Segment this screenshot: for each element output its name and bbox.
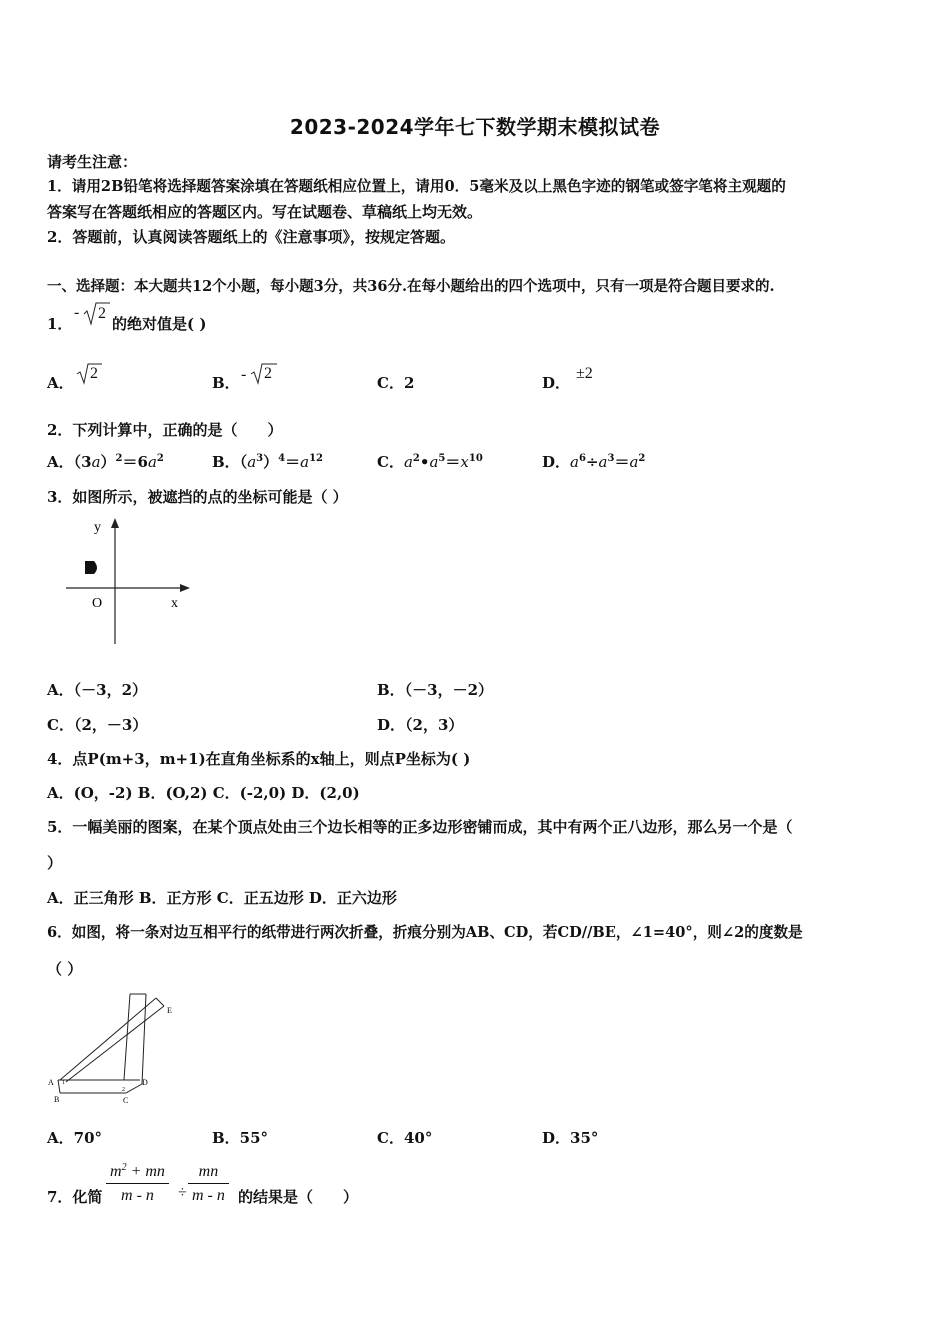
q6-label-a: A xyxy=(48,1078,54,1087)
q2-b-part: （ xyxy=(239,453,248,471)
q3-stem: 3．如图所示，被遮挡的点的坐标可能是（ ） xyxy=(47,488,348,506)
q1-stem xyxy=(47,314,72,334)
q2-d-var: a xyxy=(629,453,639,471)
q2-option-c xyxy=(377,452,483,472)
q6-option-a: A．70° xyxy=(47,1129,103,1147)
q7-fraction-2-body xyxy=(188,1163,229,1205)
q2-c-exp: 2 xyxy=(412,453,420,464)
q7-fraction-1 xyxy=(106,1163,169,1205)
q4-stem: 4．点P(m+3，m+1)在直角坐标系的x轴上，则点P坐标为( ) xyxy=(47,750,471,768)
q3-coordinate-figure xyxy=(58,514,198,649)
q3-origin-label: O xyxy=(92,596,103,611)
q6-label-e: E xyxy=(167,1006,172,1015)
q2-c-var: x xyxy=(460,453,469,471)
q2-c-exp: 5 xyxy=(438,453,446,464)
notice-line-3: 2．答题前，认真阅读答题纸上的《注意事项》，按规定答题。 xyxy=(47,228,455,246)
q2-b-var: a xyxy=(300,453,310,471)
q3-x-label: x xyxy=(171,596,178,611)
q7-division-sign: ÷ xyxy=(178,1184,187,1201)
q7-f1-var: m xyxy=(110,1163,122,1180)
q6-stem-line-1: 6．如图，将一条对边互相平行的纸带进行两次折叠，折痕分别为AB、CD，若CD//BE，∠1=40°，则∠2的度数是 xyxy=(47,924,803,941)
q6-stem-line-2: （ ） xyxy=(47,960,83,978)
q3-option-a: A．（－3，2） xyxy=(47,681,148,699)
q7-fraction-1-numerator xyxy=(106,1163,169,1184)
q1-radicand: 2 xyxy=(98,305,106,322)
q5-options: A．正三角形 B．正方形 C．正五边形 D．正六边形 xyxy=(47,889,397,907)
q2-a-exp: 2 xyxy=(156,453,164,464)
q2-a-part: ） xyxy=(100,453,116,471)
q6-label-angle-1: 1 xyxy=(62,1080,65,1086)
q2-option-b xyxy=(212,452,323,472)
q2-d-exp: 6 xyxy=(578,453,586,464)
q2-option-d xyxy=(542,452,645,472)
notice-heading: 请考生注意： xyxy=(47,153,138,171)
q3-x-arrow xyxy=(180,584,190,592)
q6-label-angle-2: 2 xyxy=(122,1087,125,1093)
q7-fraction-1-body xyxy=(106,1163,169,1205)
q2-d-part: ÷ xyxy=(585,453,599,471)
page-title: 2023-2024学年七下数学期末模拟试卷 xyxy=(289,115,661,139)
q2-d-exp: 2 xyxy=(638,453,646,464)
q3-option-d: D．（2，3） xyxy=(377,716,464,734)
q2-b-var: a xyxy=(247,453,257,471)
q1-option-b-sqrt xyxy=(241,362,277,386)
q1-option-b-minus: - xyxy=(241,366,247,383)
q2-c-var: a xyxy=(429,453,439,471)
q1-option-a-radical xyxy=(76,362,102,386)
q3-y-label: y xyxy=(94,520,101,535)
q2-a-exp: 2 xyxy=(115,453,123,464)
q1-option-b-label: B． xyxy=(212,374,240,392)
q2-option-d-label: D． xyxy=(542,453,571,471)
q1-option-d-label: D． xyxy=(542,374,571,392)
q6-folded-strip-figure xyxy=(44,988,184,1106)
q1-option-b-radicand: 2 xyxy=(264,365,272,382)
notice-line-1: 1．请用2B铅笔将选择题答案涂填在答题纸相应位置上，请用0．5毫米及以上黑色字迹的钢笔或签字笔将主观题的 xyxy=(47,178,786,195)
q2-c-exp: 10 xyxy=(468,453,483,464)
q2-c-part: ＝ xyxy=(445,453,461,471)
q7-fraction-1-denominator: m - n xyxy=(121,1187,154,1204)
q6-option-d: D．35° xyxy=(542,1129,599,1147)
section-heading: 一、选择题：本大题共12个小题，每小题3分，共36分.在每小题给出的四个选项中，只有一项是符合题目要求的. xyxy=(47,278,775,295)
q1-option-a-label: A． xyxy=(47,374,74,392)
q2-d-var: a xyxy=(598,453,608,471)
q2-a-part: ＝6 xyxy=(122,453,148,471)
q3-blot-shape xyxy=(85,561,97,574)
q1-neg-sqrt xyxy=(74,300,110,328)
q6-option-b: B．55° xyxy=(212,1129,269,1147)
q4-options: A．(O，-2) B．(O,2) C．(-2,0) D．(2,0) xyxy=(47,784,360,802)
q2-b-exp: 3 xyxy=(256,453,264,464)
q2-c-part: • xyxy=(419,453,430,471)
q2-b-part: ＝ xyxy=(285,453,301,471)
q1-option-c-label: C． xyxy=(377,374,404,392)
q2-option-c-label: C． xyxy=(377,453,404,471)
q2-a-var: a xyxy=(91,453,101,471)
q1-minus: - xyxy=(74,304,80,321)
q3-option-b: B．（－3，－2） xyxy=(377,681,494,699)
q2-option-a xyxy=(47,452,164,472)
q2-a-part: （3 xyxy=(73,453,92,471)
q1-option-d-value: ±2 xyxy=(576,365,593,382)
q6-label-d: D xyxy=(142,1078,148,1087)
q2-stem: 2．下列计算中，正确的是（ ） xyxy=(47,421,283,439)
q2-c-var: a xyxy=(403,453,413,471)
q7-fraction-2 xyxy=(188,1163,229,1205)
q7-prefix: 7．化简 xyxy=(47,1188,103,1206)
q6-option-c: C．40° xyxy=(377,1129,433,1147)
q7-fraction-2-denominator: m - n xyxy=(192,1187,225,1204)
q1-option-a-sqrt xyxy=(76,362,102,386)
q2-b-part: ） xyxy=(263,453,279,471)
q2-option-a-label: A． xyxy=(47,453,74,471)
q2-a-var: a xyxy=(147,453,157,471)
q2-d-exp: 3 xyxy=(607,453,615,464)
notice-line-2: 答案写在答题纸相应的答题区内。写在试题卷、草稿纸上均无效。 xyxy=(47,203,483,221)
q2-b-exp: 12 xyxy=(309,453,323,464)
q5-stem-line-1: 5．一幅美丽的图案，在某个顶点处由三个边长相等的正多边形密铺而成，其中有两个正八边形，那么另一个是（ xyxy=(47,818,793,836)
q2-d-var: a xyxy=(570,453,579,471)
q1-option-c-value: 2 xyxy=(404,374,415,392)
q1-option-a-radicand: 2 xyxy=(90,365,98,382)
q6-label-c: C xyxy=(123,1096,129,1105)
q1-text: 的绝对值是( ) xyxy=(112,315,207,333)
q7-f1-rest: + mn xyxy=(126,1163,165,1180)
q7-f1-exp: 2 xyxy=(121,1162,127,1173)
q3-y-arrow xyxy=(111,518,119,528)
q7-text: 的结果是（ ） xyxy=(238,1188,359,1206)
q1-number: 1． xyxy=(47,315,73,333)
q2-d-part: ＝ xyxy=(614,453,630,471)
q2-option-b-label: B． xyxy=(212,453,240,471)
q3-option-c: C．（2，－3） xyxy=(47,716,148,734)
q6-label-b: B xyxy=(54,1095,60,1104)
q2-b-exp: 4 xyxy=(278,453,286,464)
q7-fraction-2-numerator: mn xyxy=(188,1163,229,1184)
q5-stem-line-2: ） xyxy=(47,854,63,872)
